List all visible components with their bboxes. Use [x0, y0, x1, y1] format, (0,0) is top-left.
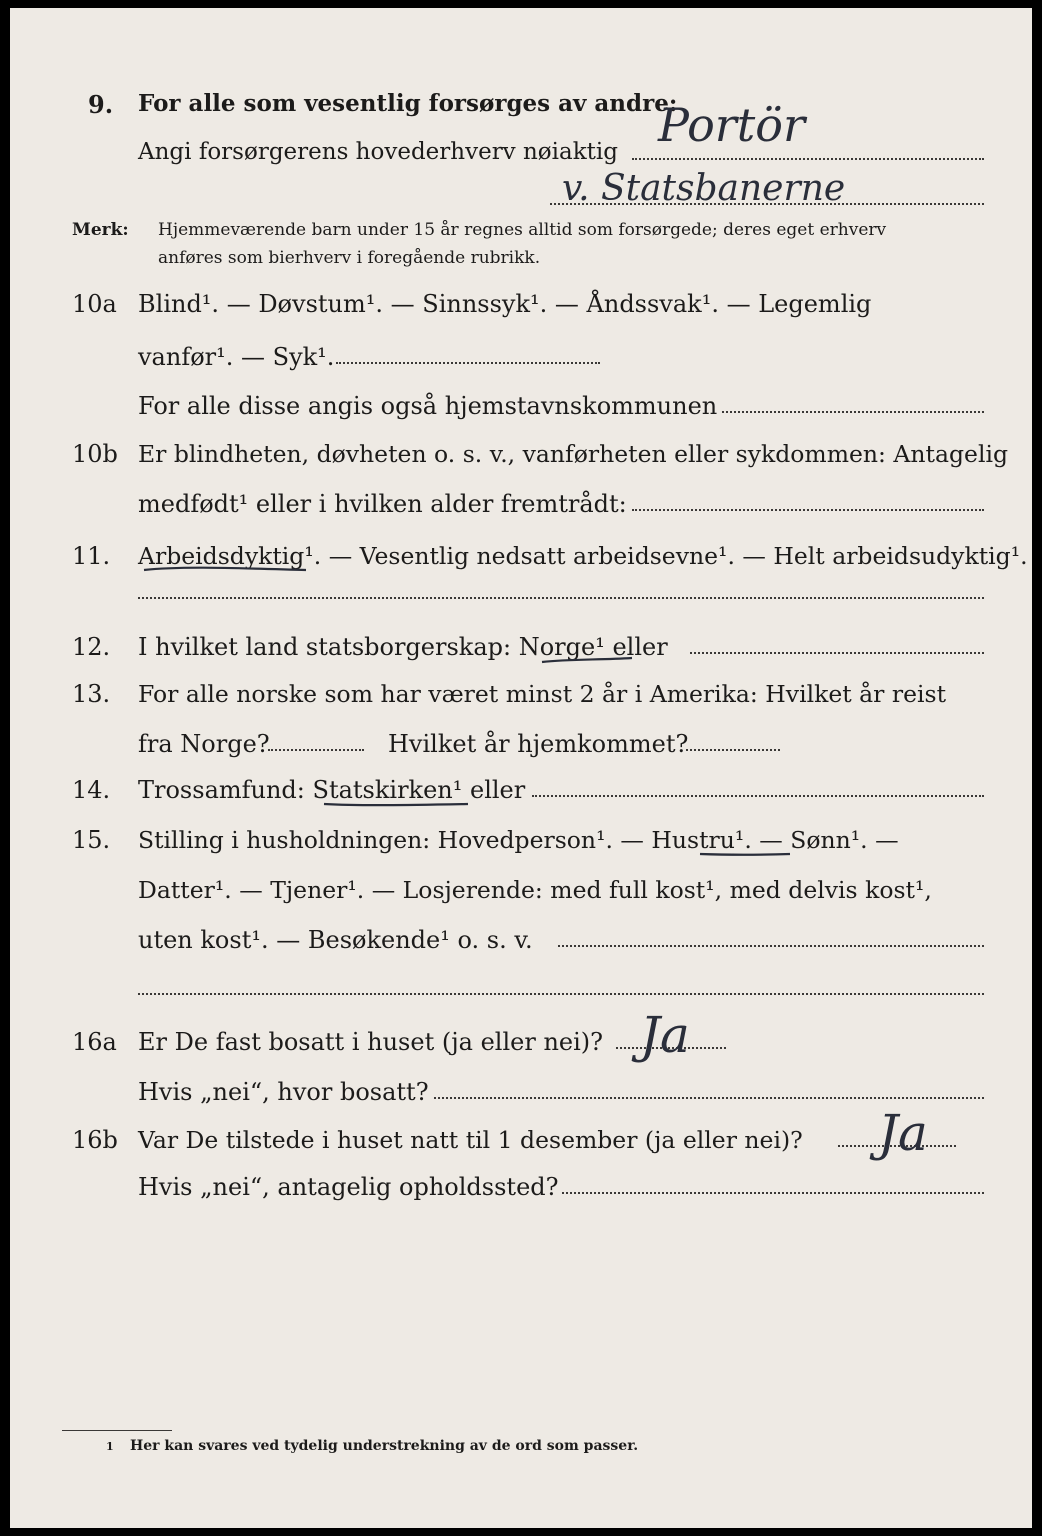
q10a-line2: vanfør¹. — Syk¹. — [138, 343, 335, 371]
q16b-whereabouts-line — [562, 1192, 984, 1194]
q13-line2b: Hvilket år hjemkommet? — [388, 730, 689, 758]
footnote-mark: 1 — [106, 1440, 114, 1453]
census-form-sheet — [10, 8, 1032, 1528]
q9-line2: Angi forsørgerens hovederhverv nøiaktig — [138, 139, 618, 165]
q13-number: 13. — [72, 680, 111, 708]
q9-answer-occupation: Portör — [658, 98, 805, 152]
q16b-number: 16b — [72, 1126, 118, 1154]
q10a-home-municipality-line — [722, 411, 984, 413]
q15-line1: Stilling i husholdningen: Hovedperson¹. — Hustru¹. — Sønn¹. — — [138, 826, 899, 854]
q15-line2: Datter¹. — Tjener¹. — Losjerende: med full kost¹, med delvis kost¹, — [138, 876, 932, 904]
q15-line3: uten kost¹. — Besøkende¹ o. s. v. — [138, 926, 533, 954]
q12-answer-line — [690, 652, 984, 654]
q11-line1: Arbeidsdyktig¹. — Vesentlig nedsatt arbeidsevne¹. — Helt arbeidsudyktig¹. — [138, 542, 1028, 570]
q10a-line3: For alle disse angis også hjemstavnskommunen — [138, 392, 718, 420]
q16b-answer: Ja — [878, 1104, 928, 1162]
q9-answer-employer: v. Statsbanerne — [562, 168, 846, 209]
q15-number: 15. — [72, 826, 111, 854]
q9-answer-line-1 — [632, 158, 984, 160]
q16b-line1: Var De tilstede i huset natt til 1 desember (ja eller nei)? — [138, 1126, 803, 1154]
q11-answer-line — [138, 597, 984, 599]
q14-underline-mark — [322, 798, 472, 812]
q16a-line1: Er De fast bosatt i huset (ja eller nei)? — [138, 1028, 604, 1056]
merk-label: Merk: — [72, 220, 129, 240]
q10b-answer-line — [632, 509, 984, 511]
q10b-number: 10b — [72, 440, 118, 468]
q15-answer-line — [558, 945, 984, 947]
footnote-text: Her kan svares ved tydelig understrekning av de ord som passer. — [130, 1438, 639, 1454]
q11-underline-mark — [142, 562, 310, 576]
q10a-answer-line — [336, 362, 600, 364]
q13-return-year-line — [686, 749, 780, 751]
q9-line1: For alle som vesentlig forsørges av andre: — [138, 90, 678, 117]
q16b-line2: Hvis „nei“, antagelig opholdssted? — [138, 1173, 559, 1201]
q10a-line1: Blind¹. — Døvstum¹. — Sinnssyk¹. — Åndssvak¹. — Legemlig — [138, 290, 872, 318]
q14-number: 14. — [72, 776, 111, 804]
footnote-rule — [62, 1430, 172, 1431]
q16a-line2: Hvis „nei“, hvor bosatt? — [138, 1078, 429, 1106]
q16a-number: 16a — [72, 1028, 117, 1056]
merk-line2: anføres som bierhverv i foregående rubrikk. — [158, 248, 541, 268]
q15-underline-mark — [698, 848, 794, 862]
q12-number: 12. — [72, 633, 111, 661]
q15-extra-line — [138, 993, 984, 995]
q9-number: 9. — [88, 90, 114, 119]
merk-line1: Hjemmeværende barn under 15 år regnes alltid som forsørgede; deres eget erhverv — [158, 220, 887, 240]
q13-line2a: fra Norge? — [138, 730, 270, 758]
q10a-number: 10a — [72, 290, 117, 318]
q12-underline-mark — [540, 654, 636, 668]
q10b-line2: medfødt¹ eller i hvilken alder fremtrådt: — [138, 490, 627, 518]
q16a-answer: Ja — [640, 1006, 690, 1064]
q13-line1: For alle norske som har været minst 2 år i Amerika: Hvilket år reist — [138, 680, 947, 708]
q13-departure-year-line — [268, 749, 364, 751]
q12-line1: I hvilket land statsborgerskap: Norge¹ eller — [138, 633, 668, 661]
q14-answer-line — [532, 795, 984, 797]
q11-number: 11. — [72, 542, 111, 570]
q10b-line1: Er blindheten, døvheten o. s. v., vanførheten eller sykdommen: Antagelig — [138, 440, 1009, 468]
q9-answer-line-2 — [550, 203, 984, 205]
q16a-residence-line — [434, 1097, 984, 1099]
q14-line1: Trossamfund: Statskirken¹ eller — [138, 776, 526, 804]
